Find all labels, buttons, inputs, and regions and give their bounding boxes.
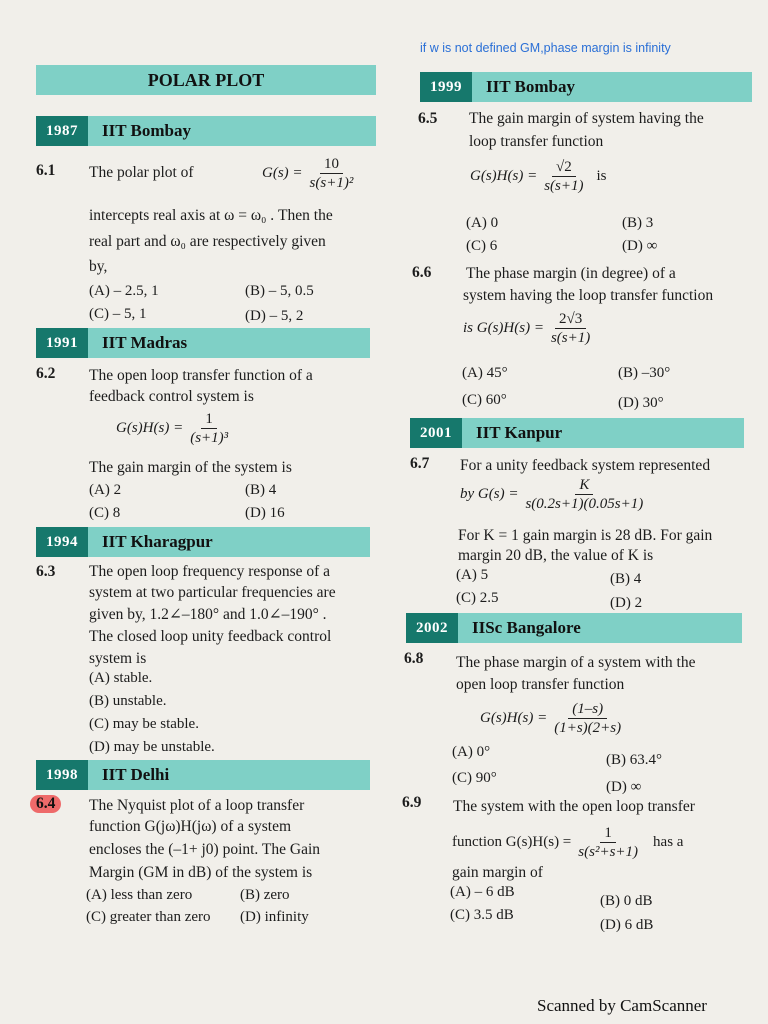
option-d: (D) 16 <box>245 505 285 521</box>
banner-institute: IIT Kanpur <box>476 423 563 442</box>
fraction-numerator: (1–s) <box>568 700 607 719</box>
question-number: 6.5 <box>418 110 438 127</box>
section-title-banner <box>36 65 376 95</box>
option-c: (C) may be stable. <box>89 716 199 732</box>
fraction-numerator: 10 <box>320 155 343 174</box>
section-title: POLAR PLOT <box>147 69 265 90</box>
question-text: feedback control system is <box>89 388 254 405</box>
option-a: (A) less than zero <box>86 887 193 903</box>
equation-tail: is <box>596 168 607 184</box>
question-number: 6.9 <box>402 794 422 811</box>
banner-1987 <box>36 116 376 146</box>
question-text: system at two particular frequencies are <box>89 584 336 601</box>
equation <box>452 824 683 861</box>
equation-lhs: function G(s)H(s) = <box>452 834 572 850</box>
question-text: The closed loop unity feedback control <box>89 628 332 645</box>
option-c: (C) 2.5 <box>456 590 499 606</box>
fraction-numerator: 2√3 <box>555 310 586 329</box>
handwritten-annotation: if w is not defined GM,phase margin is infinity <box>420 41 671 55</box>
equation-lhs: G(s)H(s) = <box>116 420 184 436</box>
option-a: (A) – 2.5, 1 <box>89 283 159 299</box>
fraction-denominator: s(0.2s+1)(0.05s+1) <box>525 496 644 512</box>
fraction-numerator: 1 <box>201 410 217 429</box>
fraction-numerator: √2 <box>552 158 576 177</box>
question-text: encloses the (–1+ j0) point. The Gain <box>89 841 321 858</box>
option-a: (A) stable. <box>89 670 153 686</box>
question-number: 6.3 <box>36 563 56 580</box>
question-text: The Nyquist plot of a loop transfer <box>89 797 305 814</box>
equation <box>480 700 628 737</box>
banner-institute: IIT Delhi <box>102 765 170 784</box>
option-c: (C) 90° <box>452 770 497 786</box>
fraction-denominator: s(s+1)² <box>309 175 354 191</box>
option-b: (B) zero <box>240 887 290 903</box>
fraction <box>521 476 647 513</box>
banner-year: 2001 <box>410 418 462 448</box>
option-d: (D) may be unstable. <box>89 739 215 755</box>
option-b: (B) 4 <box>610 571 642 587</box>
equation-lhs: by G(s) = <box>460 486 519 502</box>
fraction-denominator: s(s²+s+1) <box>578 844 639 860</box>
banner-year: 1987 <box>36 116 88 146</box>
equation <box>470 158 607 195</box>
banner-year: 2002 <box>406 613 458 643</box>
banner-2002 <box>406 613 742 643</box>
equation <box>460 476 650 513</box>
banner-1999 <box>420 72 752 102</box>
option-c: (C) 6 <box>466 238 498 254</box>
question-text: loop transfer function <box>469 133 604 150</box>
option-d: (D) – 5, 2 <box>245 308 304 324</box>
banner-1991 <box>36 328 370 358</box>
option-d: (D) infinity <box>240 909 309 925</box>
option-b: (B) 3 <box>622 215 654 231</box>
option-a: (A) 0° <box>452 744 491 760</box>
option-c: (C) 3.5 dB <box>450 907 514 923</box>
equation-lhs: G(s) = <box>262 165 303 181</box>
option-b: (B) 4 <box>245 482 277 498</box>
question-text: The system with the open loop transfer <box>453 798 695 815</box>
option-b: (B) unstable. <box>89 693 167 709</box>
option-a: (A) 2 <box>89 482 122 498</box>
scanner-watermark: Scanned by CamScanner <box>537 996 707 1015</box>
option-d: (D) 2 <box>610 595 643 611</box>
banner-2001 <box>410 418 744 448</box>
question-number: 6.7 <box>410 455 430 472</box>
question-text: system is <box>89 650 147 667</box>
banner-institute: IIT Madras <box>102 333 188 352</box>
banner-institute: IISc Bangalore <box>472 618 581 637</box>
equation-lhs: G(s)H(s) = <box>480 710 548 726</box>
banner-institute: IIT Bombay <box>102 121 191 140</box>
question-text: For K = 1 gain margin is 28 dB. For gain <box>458 527 713 544</box>
option-b: (B) 0 dB <box>600 893 653 909</box>
fraction <box>540 158 587 195</box>
question-text: Margin (GM in dB) of the system is <box>89 864 313 881</box>
option-d: (D) ∞ <box>606 779 642 795</box>
fraction <box>574 824 642 861</box>
fraction-numerator: K <box>575 476 593 495</box>
option-d: (D) 30° <box>618 395 664 411</box>
option-a: (A) 5 <box>456 567 489 583</box>
question-text: given by, 1.2∠–180° and 1.0∠–190° . <box>89 606 327 623</box>
banner-1998 <box>36 760 370 790</box>
option-b: (B) 63.4° <box>606 752 662 768</box>
question-text: gain margin of <box>452 864 543 881</box>
option-c: (C) 60° <box>462 392 507 408</box>
fraction <box>547 310 594 347</box>
equation <box>463 310 597 347</box>
question-text: intercepts real axis at ω = ω₀ . Then the <box>89 207 333 224</box>
question-number: 6.8 <box>404 650 424 667</box>
equation-tail: has a <box>653 834 684 850</box>
fraction <box>186 410 232 447</box>
option-a: (A) 45° <box>462 365 508 381</box>
question-text: The open loop transfer function of a <box>89 367 313 384</box>
question-number-highlighted: 6.4 <box>30 795 61 813</box>
equation <box>116 410 235 447</box>
question-text: system having the loop transfer function <box>463 287 714 304</box>
option-d: (D) 6 dB <box>600 917 654 933</box>
question-text: The polar plot of <box>89 164 194 181</box>
option-b: (B) –30° <box>618 365 671 381</box>
banner-institute: IIT Bombay <box>486 77 575 96</box>
fraction-numerator: 1 <box>600 824 616 843</box>
fraction-denominator: s(s+1) <box>550 330 591 346</box>
option-b: (B) – 5, 0.5 <box>245 283 314 299</box>
question-text: margin 20 dB, the value of K is <box>458 547 654 564</box>
option-a: (A) – 6 dB <box>450 884 515 900</box>
banner-year: 1991 <box>36 328 88 358</box>
banner-institute: IIT Kharagpur <box>102 532 213 551</box>
question-text: The phase margin (in degree) of a <box>466 265 676 282</box>
fraction-denominator: s(s+1) <box>544 178 584 194</box>
question-number: 6.2 <box>36 365 56 382</box>
question-text: For a unity feedback system represented <box>460 457 711 474</box>
question-text: by, <box>89 258 108 275</box>
question-text: The phase margin of a system with the <box>456 654 696 671</box>
question-number: 6.6 <box>412 264 432 281</box>
banner-1994 <box>36 527 370 557</box>
equation-lhs: is G(s)H(s) = <box>463 320 544 336</box>
question-text: real part and ω₀ are respectively given <box>89 233 326 250</box>
fraction-denominator: (1+s)(2+s) <box>554 720 622 736</box>
question-text: The gain margin of system having the <box>469 110 704 127</box>
equation <box>262 155 360 192</box>
option-d: (D) ∞ <box>622 238 658 254</box>
question-text: The open loop frequency response of a <box>89 563 331 580</box>
question-text: open loop transfer function <box>456 676 625 693</box>
question-text: function G(jω)H(jω) of a system <box>89 818 292 835</box>
question-text: The gain margin of the system is <box>89 459 292 476</box>
option-c: (C) greater than zero <box>86 909 211 925</box>
fraction-denominator: (s+1)³ <box>190 430 229 446</box>
banner-year: 1999 <box>420 72 472 102</box>
equation-lhs: G(s)H(s) = <box>470 168 538 184</box>
option-c: (C) – 5, 1 <box>89 306 147 322</box>
option-c: (C) 8 <box>89 505 121 521</box>
option-a: (A) 0 <box>466 215 499 231</box>
banner-year: 1998 <box>36 760 88 790</box>
fraction <box>550 700 625 737</box>
banner-year: 1994 <box>36 527 88 557</box>
question-number: 6.1 <box>36 162 56 179</box>
fraction <box>306 155 358 192</box>
